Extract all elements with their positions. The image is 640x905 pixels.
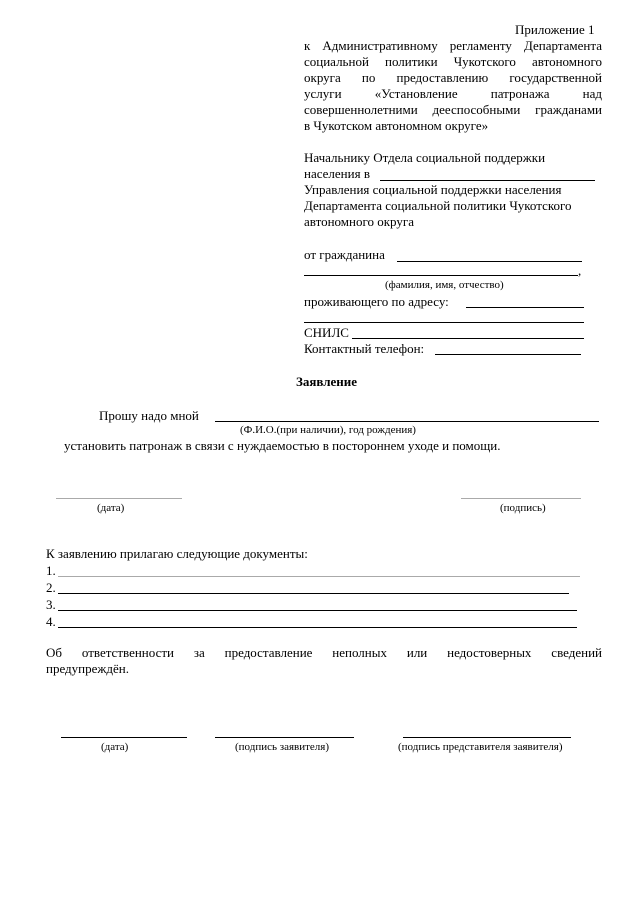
applicant-signature-caption: (подпись заявителя) bbox=[235, 741, 330, 753]
address-label: проживающего по адресу: bbox=[304, 294, 449, 309]
document-field[interactable] bbox=[58, 576, 580, 577]
statement-title: Заявление bbox=[296, 374, 358, 389]
documents-intro: К заявлению прилагаю следующие документы: bbox=[46, 546, 308, 561]
appendix-line: к Административному регламенту Департамента bbox=[304, 38, 602, 53]
phone-label: Контактный телефон: bbox=[304, 341, 425, 356]
final-date-caption: (дата) bbox=[101, 741, 129, 753]
appendix-line: в Чукотском автономном округе» bbox=[304, 118, 489, 133]
representative-signature-field[interactable] bbox=[403, 737, 571, 738]
statement-date-caption: (дата) bbox=[97, 502, 125, 514]
phone-field[interactable] bbox=[435, 354, 581, 355]
snils-label: СНИЛС bbox=[304, 325, 349, 340]
from-citizen-label: от гражданина bbox=[304, 247, 385, 262]
citizen-name-field[interactable] bbox=[397, 261, 582, 262]
addressee-line: Департамента социальной политики Чукотского bbox=[304, 198, 572, 213]
responsibility-text-end: предупреждён. bbox=[46, 661, 129, 676]
ward-name-field[interactable] bbox=[215, 421, 599, 422]
statement-signature-caption: (подпись) bbox=[500, 502, 546, 514]
appendix-line: социальной политики Чукотского автономного bbox=[304, 54, 602, 69]
document-number: 4. bbox=[46, 614, 56, 629]
appendix-line: услуги «Установление патронажа над bbox=[304, 86, 602, 101]
document-number: 3. bbox=[46, 597, 56, 612]
appendix-heading: Приложение 1 bbox=[515, 22, 595, 37]
document-number: 1. bbox=[46, 563, 56, 578]
final-date-field[interactable] bbox=[61, 737, 187, 738]
name-caption: (фамилия, имя, отчество) bbox=[385, 279, 504, 291]
appendix-line: округа по предоставлению государственной bbox=[304, 70, 602, 85]
responsibility-text: Об ответственности за предоставление неполных или недостоверных сведений bbox=[46, 645, 602, 660]
citizen-name-field-continued[interactable] bbox=[304, 275, 578, 276]
addressee-line: автономного округа bbox=[304, 214, 414, 229]
snils-field[interactable] bbox=[352, 338, 584, 339]
applicant-signature-field[interactable] bbox=[215, 737, 354, 738]
addressee-line: населения в bbox=[304, 166, 370, 181]
request-text: установить патронаж в связи с нуждаемостью в постороннем уходе и помощи. bbox=[64, 438, 501, 453]
addressee-line: Управления социальной поддержки населения bbox=[304, 182, 562, 197]
statement-date-field[interactable] bbox=[56, 498, 182, 499]
request-caption: (Ф.И.О.(при наличии), год рождения) bbox=[240, 424, 416, 436]
statement-signature-field[interactable] bbox=[461, 498, 581, 499]
address-field-continued[interactable] bbox=[304, 322, 584, 323]
representative-signature-caption: (подпись представителя заявителя) bbox=[398, 741, 563, 753]
comma: , bbox=[578, 263, 582, 278]
appendix-line: совершеннолетними дееспособными гражданами bbox=[304, 102, 602, 117]
document-field[interactable] bbox=[58, 593, 569, 594]
addressee-line: Начальнику Отдела социальной поддержки bbox=[304, 150, 546, 165]
department-field[interactable] bbox=[380, 180, 595, 181]
request-label: Прошу надо мной bbox=[99, 408, 199, 423]
document-field[interactable] bbox=[58, 627, 577, 628]
document-number: 2. bbox=[46, 580, 56, 595]
document-field[interactable] bbox=[58, 610, 577, 611]
address-field[interactable] bbox=[466, 307, 584, 308]
